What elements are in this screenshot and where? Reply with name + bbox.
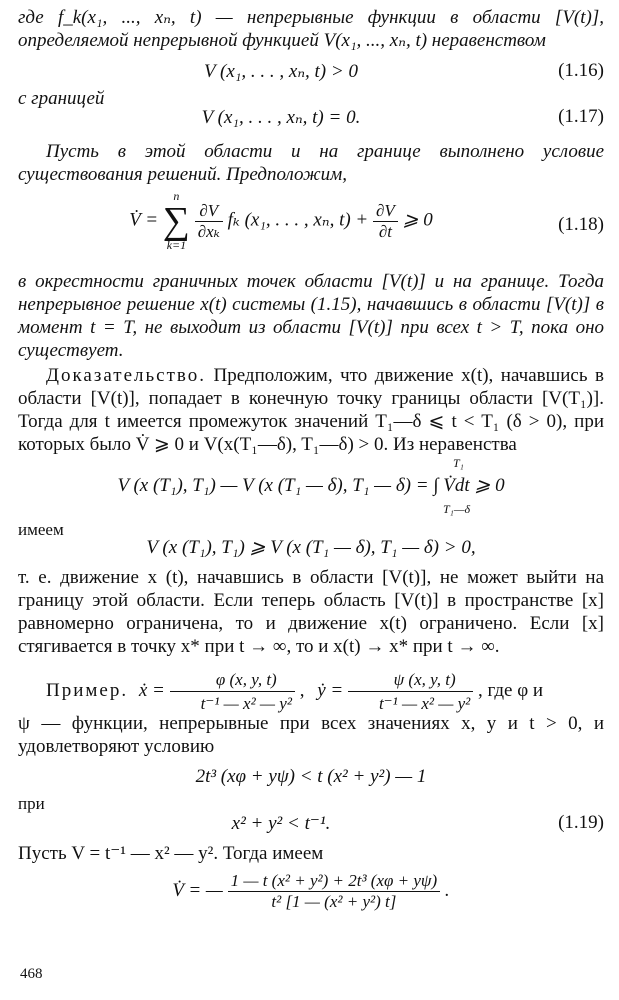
example-x-lhs: ẋ = — [138, 679, 165, 701]
fraction-dv-dxk-numerator: ∂V — [195, 201, 223, 222]
integral-lower-limit: T₁—δ — [443, 502, 471, 516]
integral-upper-limit: T₁ — [453, 456, 464, 470]
page-body — [18, 6, 604, 931]
equation-integral-body: V (x (T₁), T₁) — V (x (T₁ — δ), T₁ — δ) = ∫ V̇dt ⩾ 0 — [117, 475, 505, 496]
fraction-y-denominator: t⁻¹ — x² — y² — [378, 694, 471, 713]
fraction-x-numerator: φ (x, y, t) — [170, 668, 295, 692]
equation-1-18-lhs: V̇ = — [129, 209, 159, 231]
equation-v-dot — [18, 865, 604, 931]
equation-1-18 — [18, 186, 604, 270]
fraction-x — [170, 668, 295, 715]
equation-1-18-number: (1.18) — [558, 214, 604, 235]
fraction-dv-dxk — [195, 201, 223, 242]
sum-operator — [163, 190, 190, 252]
equation-1-16-number: (1.16) — [558, 60, 604, 81]
label-have: имеем — [18, 520, 64, 539]
equation-1-18-middle: fₖ (x₁, . . . , xₙ, t) + — [227, 209, 369, 231]
paragraph-let-v: Пусть V = t⁻¹ — x² — y². Тогда имеем — [18, 843, 324, 864]
equation-1-19-body: x² + y² < t⁻¹. — [231, 813, 331, 834]
sum-upper-limit: n — [173, 189, 180, 203]
example-label: Пример. — [46, 679, 129, 701]
equation-1-19-number: (1.19) — [558, 812, 604, 833]
label-boundary: с границей — [18, 88, 105, 109]
fraction-dv-dt — [373, 201, 398, 242]
equation-v-dot-tail: . — [444, 879, 450, 901]
paragraph-conclusion: т. е. движение x (t), начавшись в области [V(t)], не может выйти на границу этой области. Если теперь область [V(t)] в пространстве [x] равномерно ограничена, то и движение x(t) ограничено. Если [x] стягивается в точку x* при t → ∞, то и x(t) → x* при t → ∞. — [18, 567, 604, 657]
fraction-dv-dt-denominator: ∂t — [378, 221, 392, 241]
proof-text: Предположим, что движение x(t), начавшись в области [V(t)], попадает в конечную точку границы области [V(T₁)]. Тогда для t имеется промежуток значений T₁—δ ⩽ t < T₁ (δ > 0), при которых было V̇ ⩾ 0 и V(x(T₁—δ), T₁—δ) > 0. Из неравенства — [18, 365, 604, 455]
paragraph-definition: где f_k(x₁, ..., xₙ, t) — непрерывные функции в области [V(t)], определяемой непрерывной функцией V(x₁, ..., xₙ, t) неравенством — [18, 7, 604, 51]
paragraph-existence: Пусть в этой области и на границе выполнено условие существования решений. Предположим, — [18, 141, 604, 185]
equation-condition — [18, 764, 604, 794]
proof-label: Доказательство. — [46, 365, 206, 386]
equation-have: V (x (T₁), T₁) ⩾ V (x (T₁ — δ), T₁ — δ) > 0, — [146, 537, 476, 558]
equation-1-18-body — [18, 190, 544, 252]
paragraph-proof — [18, 364, 604, 456]
example-line: Пример. ẋ = $\frac{\varphi (x, y, t)}{\text{t⁻¹ — x² — y²}}$ , ẏ = $\frac{\psi (x, y, t)}{\text{t⁻¹ — x² — y²}}$ , где φ и — [46, 670, 544, 713]
equation-condition-body: 2t³ (xφ + yψ) < t (x² + y²) — 1 — [195, 766, 427, 787]
paragraph-theorem: в окрестности граничных точек области [V(t)] и на границе. Тогда непрерывное решение x(t) системы (1.15), начавшись в области [V(t)] в момент t = T, не выходит из области [V(t)] при всех t > T, пока оно существует. — [18, 271, 604, 361]
fraction-v-dot — [228, 871, 441, 912]
fraction-dv-dxk-denominator: ∂xₖ — [197, 221, 220, 241]
fraction-y-numerator: ψ (x, y, t) — [348, 668, 473, 692]
equation-1-17-number: (1.17) — [558, 106, 604, 127]
example-y-lhs: ẏ = — [317, 679, 344, 701]
sum-lower-limit: k=1 — [166, 238, 187, 252]
label-at: при — [18, 794, 45, 813]
equation-1-16 — [18, 58, 604, 88]
have-row — [18, 520, 604, 560]
page-number: 468 — [20, 966, 43, 982]
equation-1-18-rhs: ⩾ 0 — [402, 209, 433, 231]
fraction-v-dot-numerator: 1 — t (x² + y²) + 2t³ (xφ + yψ) — [228, 871, 441, 892]
equation-1-16-body: V (x₁, . . . , xₙ, t) > 0 — [204, 61, 358, 82]
paragraph-functions: ψ — функции, непрерывные при всех значениях x, y и t > 0, и удовлетворяют условию — [18, 713, 604, 757]
equation-v-dot-lhs: V̇ = — — [172, 879, 223, 901]
sigma-symbol: ∑ — [162, 200, 190, 242]
fraction-y — [348, 668, 473, 715]
equation-v-dot-body — [18, 871, 604, 912]
example-tail: , где φ и — [478, 679, 544, 701]
equation-1-17-row — [18, 88, 604, 128]
fraction-v-dot-denominator: t² [1 — (x² + y²) t] — [271, 892, 397, 911]
equation-1-19-row — [18, 794, 604, 834]
equation-1-17-body: V (x₁, . . . , xₙ, t) = 0. — [201, 107, 361, 128]
equation-integral — [18, 456, 604, 520]
fraction-dv-dt-numerator: ∂V — [373, 201, 398, 222]
fraction-x-denominator: t⁻¹ — x² — y² — [200, 694, 292, 713]
